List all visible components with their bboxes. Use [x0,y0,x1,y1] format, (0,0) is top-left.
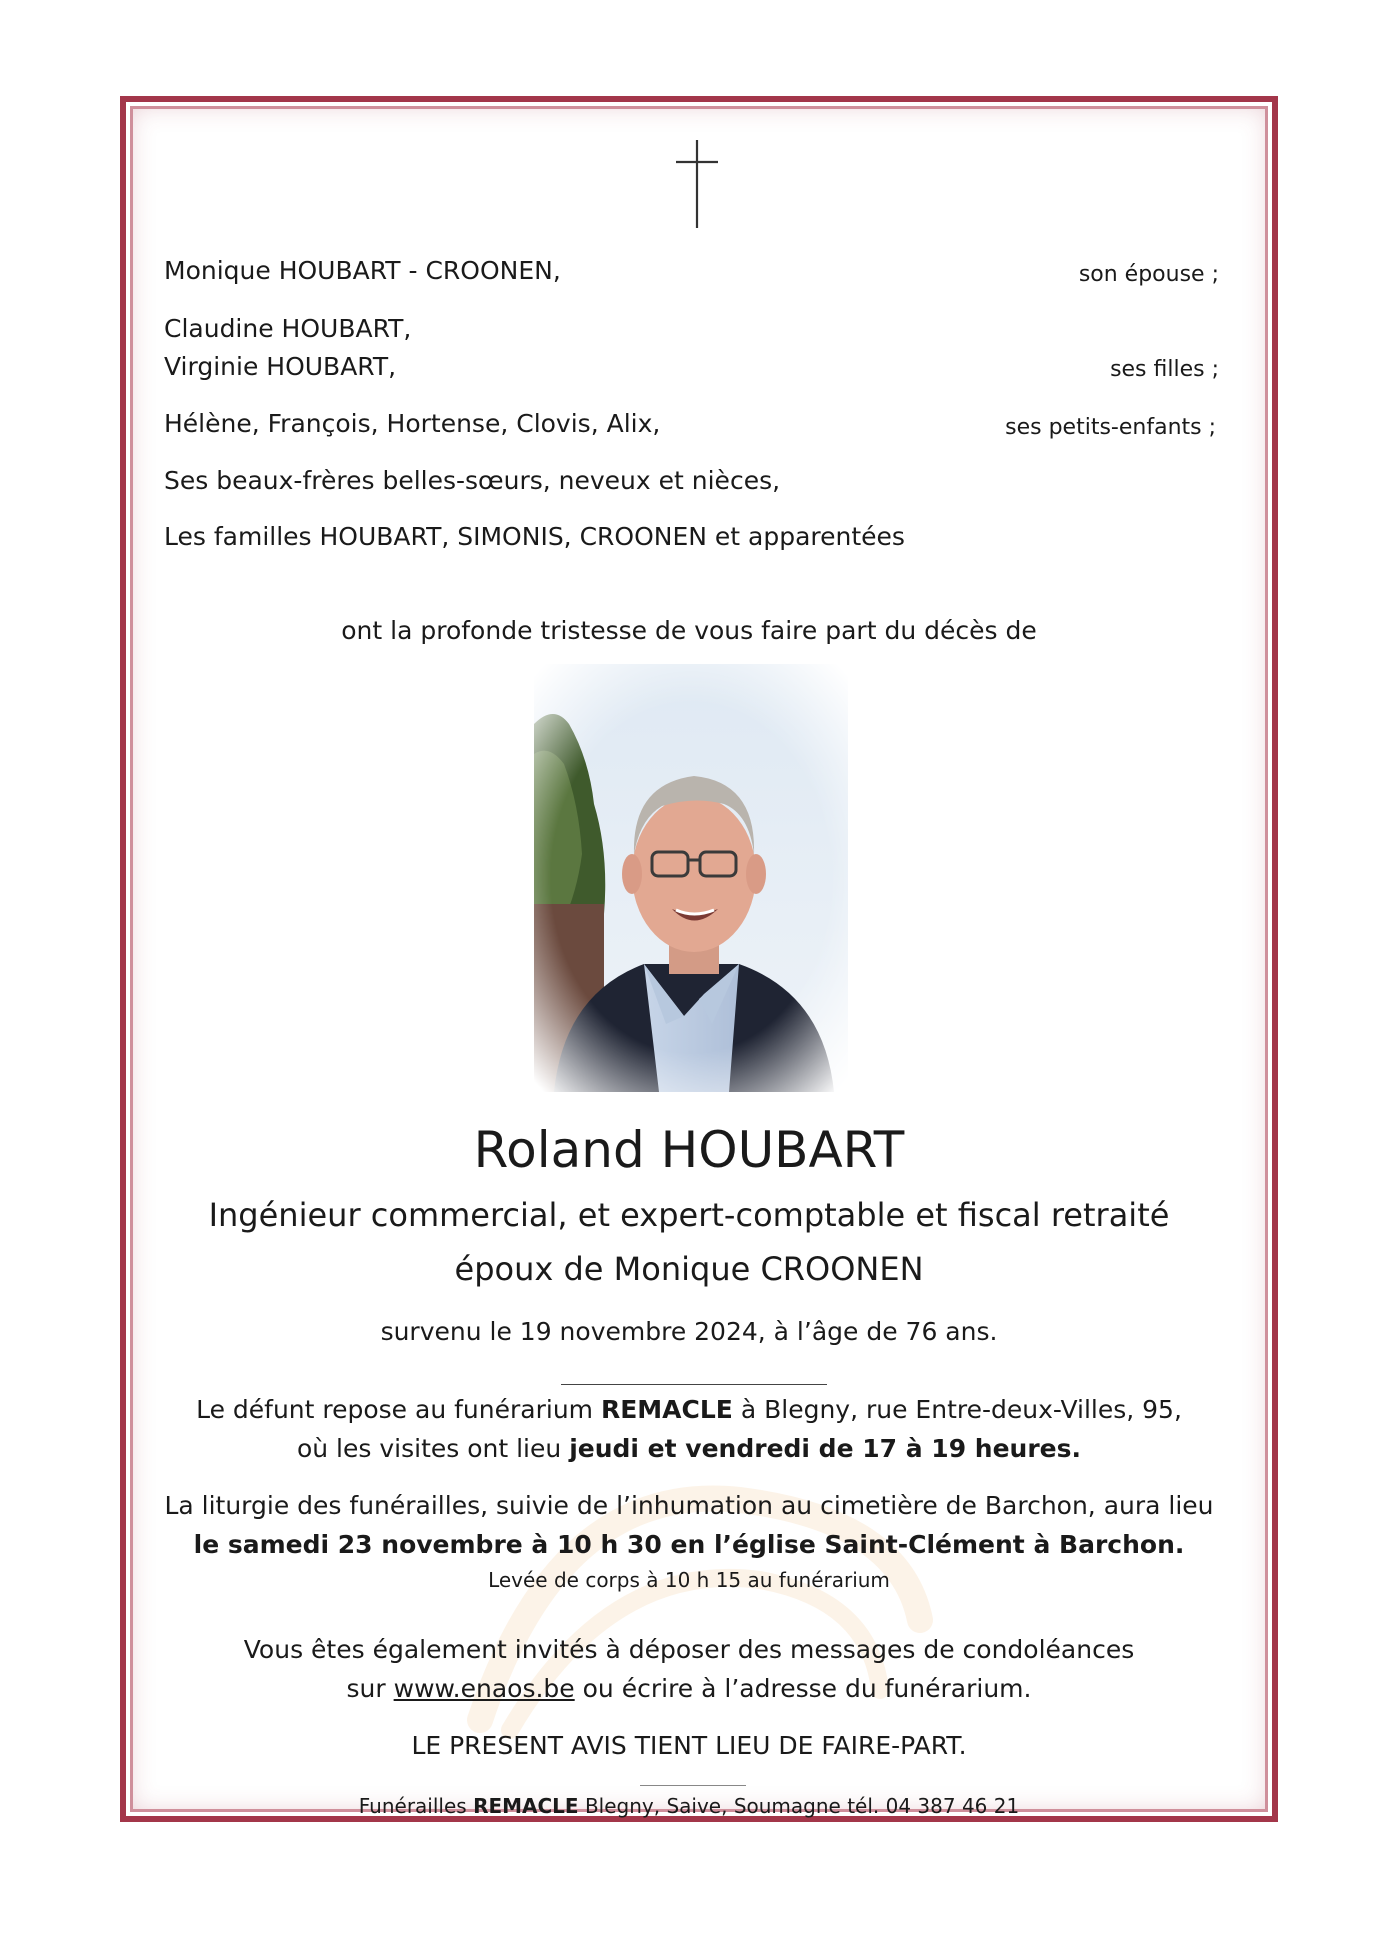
daughter-name-2: Virginie HOUBART, [164,352,397,381]
death-date-line: survenu le 19 novembre 2024, à l’âge de 76 ans. [380,1317,998,1346]
announcement-line: ont la profonde tristesse de vous faire part du décès de [341,616,1037,645]
condolences-line-2: sur www.enaos.be ou écrire à l’adresse du funérarium. [346,1674,1032,1703]
condolences-line-1: Vous êtes également invités à déposer des messages de condoléances [243,1635,1135,1664]
cross-icon [672,138,722,230]
deceased-spouse: époux de Monique CROONEN [454,1250,924,1288]
daughter-name-1: Claudine HOUBART, [164,314,412,343]
notice-line: LE PRESENT AVIS TIENT LIEU DE FAIRE-PART. [411,1731,967,1760]
deceased-name: Roland HOUBART [473,1121,905,1179]
funeral-line-1: La liturgie des funérailles, suivie de l’inhumation au cimetière de Barchon, aura lieu [164,1491,1214,1520]
spouse-relation: son épouse ; [1078,262,1219,287]
enaos-link[interactable]: www.enaos.be [393,1674,575,1703]
daughters-relation: ses filles ; [1110,357,1219,382]
in-laws-line: Ses beaux-frères belles-sœurs, neveux et nièces, [164,466,781,495]
footer-divider [640,1785,746,1786]
section-divider [561,1384,827,1385]
funeral-line-2: le samedi 23 novembre à 10 h 30 en l’église Saint-Clément à Barchon. [193,1530,1185,1559]
spouse-name: Monique HOUBART - CROONEN, [164,256,561,285]
grandchildren-relation: ses petits-enfants ; [1005,415,1216,440]
funeral-line-3: Levée de corps à 10 h 15 au funérarium [488,1568,890,1592]
footer-line: Funérailles REMACLE Blegny, Saive, Soumagne tél. 04 387 46 21 [358,1794,1020,1818]
deceased-profession: Ingénieur commercial, et expert-comptable et fiscal retraité [208,1196,1170,1234]
portrait-photo [534,664,848,1092]
grandchildren-names: Hélène, François, Hortense, Clovis, Alix, [164,409,661,438]
families-line: Les familles HOUBART, SIMONIS, CROONEN et apparentées [164,522,905,551]
visitation-line-2: où les visites ont lieu jeudi et vendredi de 17 à 19 heures. [296,1434,1082,1463]
visitation-line-1: Le défunt repose au funérarium REMACLE à Blegny, rue Entre-deux-Villes, 95, [196,1395,1182,1424]
